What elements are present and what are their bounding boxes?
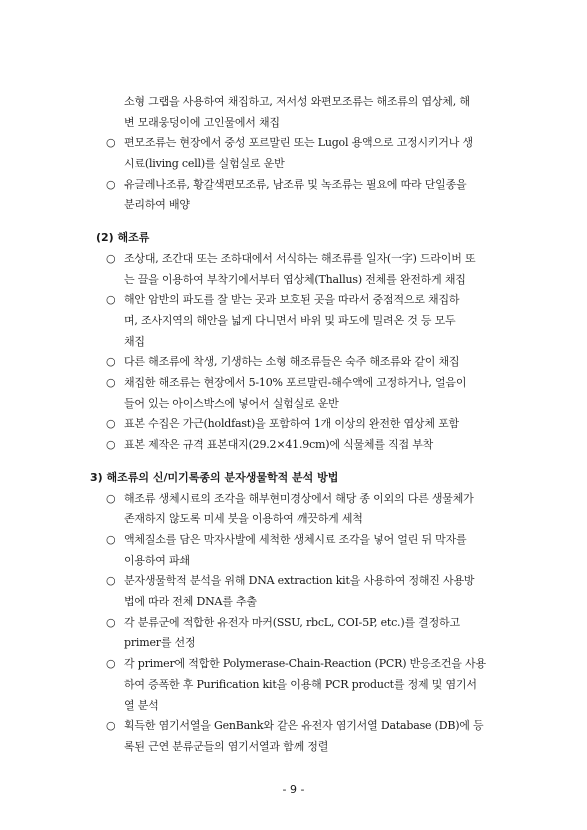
bullet-circle-icon: ○ — [106, 615, 116, 629]
text-line: 존재하지 않도록 미세 붓을 이용하여 깨끗하게 세척 — [124, 512, 363, 526]
text-line: 각 primer에 적합한 Polymerase-Chain-Reaction (PCR) 반응조건을 사용 — [124, 657, 486, 671]
text-line: 는 끌을 이용하여 부착기에서부터 엽상체(Thallus) 전체를 완전하게 채집 — [124, 272, 466, 286]
bullet-circle-icon: ○ — [106, 417, 116, 431]
text-line: 록된 근연 분류군들의 염기서열과 함께 정렬 — [124, 739, 329, 753]
text-line: 하여 증폭한 후 Purification kit을 이용해 PCR product를 정제 및 염기서 — [124, 677, 477, 691]
bullet-circle-icon: ○ — [106, 376, 116, 390]
text-line: 다른 해조류에 착생, 기생하는 소형 해조류들은 숙주 해조류와 같이 채집 — [124, 355, 460, 369]
section-heading: (2) 해조류 — [96, 231, 150, 245]
text-line: 며, 조사지역의 해안을 넓게 다니면서 바위 및 파도에 밀려온 것 등 모두 — [124, 314, 456, 327]
text-line: 시료(living cell)를 실험실로 운반 — [124, 157, 285, 170]
text-line: 변 모래웅덩이에 고인물에서 채집 — [124, 115, 280, 129]
text-line: 들어 있는 아이스박스에 넣어서 실험실로 운반 — [124, 396, 339, 410]
text-line: 획득한 염기서열을 GenBank와 같은 유전자 염기서열 Database (DB)에 등 — [124, 719, 484, 733]
text-line: 열 분석 — [124, 698, 159, 712]
text-line: 이용하여 파쇄 — [124, 553, 190, 567]
text-line: 채집한 해조류는 현장에서 5-10% 포르말린-해수액에 고정하거나, 얼음이 — [124, 376, 467, 390]
text-line: 표본 제작은 규격 표본대지(29.2×41.9cm)에 식물체를 직접 부착 — [124, 438, 434, 452]
bullet-circle-icon: ○ — [106, 177, 116, 191]
bullet-circle-icon: ○ — [106, 355, 116, 369]
bullet-circle-icon: ○ — [106, 491, 116, 505]
text-line: 분자생물학적 분석을 위해 DNA extraction kit을 사용하여 정해진 사용방 — [124, 574, 475, 588]
text-line: 소형 그랩을 사용하여 채집하고, 저서성 와편모조류는 해조류의 엽상체, 해 — [124, 95, 470, 108]
page-number: - 9 - — [282, 783, 305, 796]
bullet-circle-icon: ○ — [106, 252, 116, 265]
bullet-circle-icon: ○ — [106, 574, 116, 588]
text-line: primer를 선정 — [124, 636, 196, 650]
bullet-circle-icon: ○ — [106, 657, 116, 671]
section-heading: 3) 해조류의 신/미기록종의 분자생물학적 분석 방법 — [90, 471, 339, 484]
text-line: 해안 암반의 파도를 잘 받는 곳과 보호된 곳을 따라서 중점적으로 채집하 — [124, 293, 460, 307]
bullet-circle-icon: ○ — [106, 533, 116, 546]
text-line: 분리하여 배양 — [124, 198, 190, 212]
text-line: 각 분류군에 적합한 유전자 마커(SSU, rbcL, COI-5P, etc.)를 결정하고 — [124, 615, 460, 629]
text-line: 해조류 생체시료의 조각을 해부현미경상에서 해당 종 이외의 다른 생물체가 — [124, 491, 474, 505]
text-line: 편모조류는 현장에서 중성 포르말린 또는 Lugol 용액으로 고정시키거나 생 — [124, 136, 473, 150]
text-line: 유글레나조류, 황갈색편모조류, 남조류 및 녹조류는 필요에 따라 단일종을 — [124, 177, 467, 191]
bullet-circle-icon: ○ — [106, 438, 116, 452]
text-line: 채집 — [124, 334, 145, 348]
bullet-circle-icon: ○ — [106, 136, 116, 150]
text-line: 액체질소를 담은 막자사발에 세척한 생체시료 조각을 넣어 얼린 뒤 막자를 — [124, 533, 467, 546]
text-line: 표본 수집은 가근(holdfast)을 포함하여 1개 이상의 완전한 엽상체 포함 — [124, 417, 459, 431]
bullet-circle-icon: ○ — [106, 293, 116, 307]
text-line: 법에 따라 전체 DNA를 추출 — [124, 595, 257, 609]
text-line: 조상대, 조간대 또는 조하대에서 서식하는 해조류를 일자(一字) 드라이버 또 — [124, 252, 476, 265]
bullet-circle-icon: ○ — [106, 719, 116, 733]
